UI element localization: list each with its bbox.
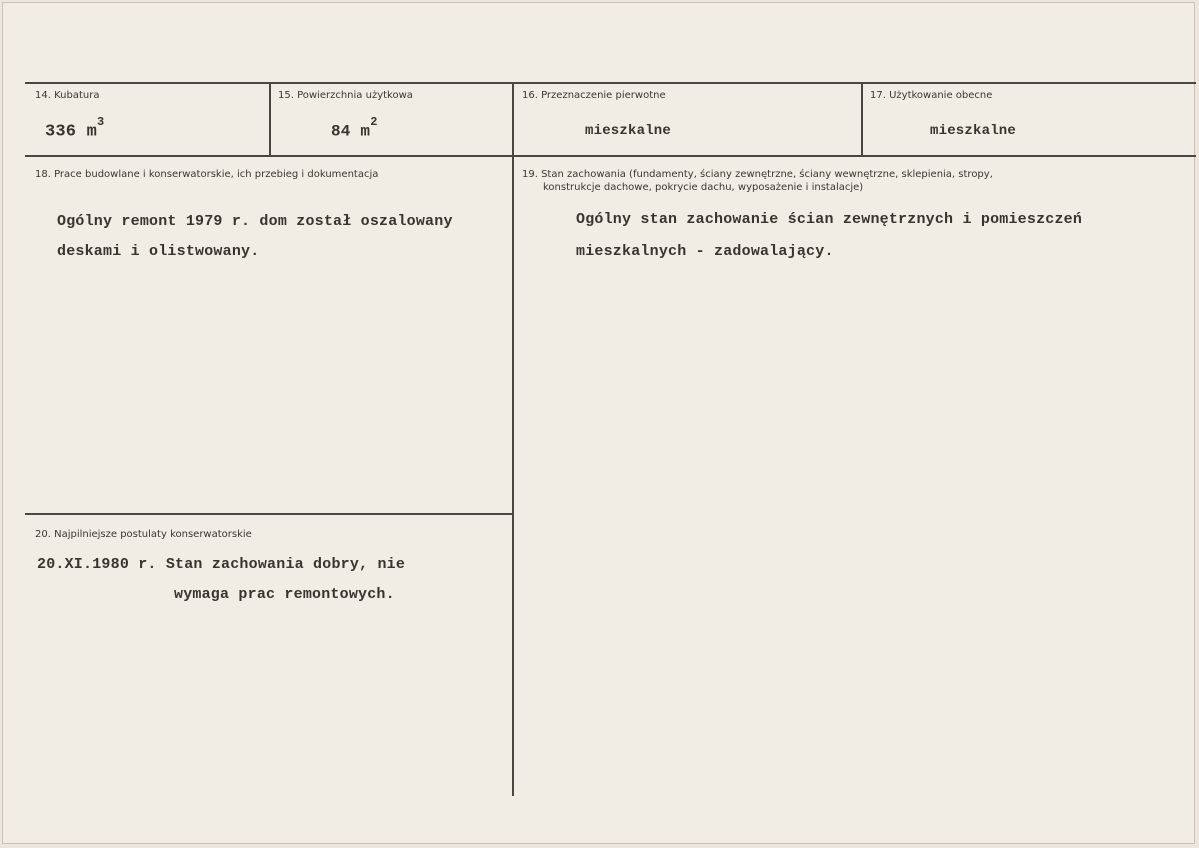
field-20-label: 20. Najpilniejsze postulaty konserwatorskie <box>35 529 252 540</box>
divider-16-17 <box>861 82 863 157</box>
field-15-label: 15. Powierzchnia użytkowa <box>278 90 413 101</box>
field-14-label: 14. Kubatura <box>35 90 100 101</box>
field-14-value-text: 336 m <box>45 122 98 142</box>
field-14-value <box>45 115 105 142</box>
field-14-exponent: 3 <box>97 115 105 129</box>
field-15-value <box>331 115 378 141</box>
field-18-line-2: deskami i olistwowany. <box>57 243 260 260</box>
field-18-line-1: Ogólny remont 1979 r. dom został oszalowany <box>57 213 453 230</box>
section-20-top-border <box>25 513 512 515</box>
field-18-label: 18. Prace budowlane i konserwatorskie, ich przebieg i dokumentacja <box>35 169 379 180</box>
field-20-line-2: wymaga prac remontowych. <box>174 586 395 603</box>
top-row-bottom-border <box>25 155 1196 157</box>
field-15-exponent: 2 <box>370 115 378 129</box>
form-card <box>2 2 1195 844</box>
field-17-label: 17. Użytkowanie obecne <box>870 90 993 101</box>
field-17-value: mieszkalne <box>930 123 1017 139</box>
field-16-label: 16. Przeznaczenie pierwotne <box>522 90 666 101</box>
field-15-value-text: 84 m <box>331 122 371 141</box>
field-20-line-1: 20.XI.1980 r. Stan zachowania dobry, nie <box>37 556 406 573</box>
field-19-label-line-1: 19. Stan zachowania (fundamenty, ściany zewnętrzne, ściany wewnętrzne, sklepienia, stropy, <box>522 169 993 180</box>
divider-main <box>512 82 514 796</box>
field-19-label-line-2: konstrukcje dachowe, pokrycie dachu, wyposażenie i instalacje) <box>543 182 864 193</box>
top-row-top-border <box>25 82 1196 84</box>
field-19-line-1: Ogólny stan zachowanie ścian zewnętrznych i pomieszczeń <box>576 211 1083 228</box>
field-16-value: mieszkalne <box>585 123 672 139</box>
field-19-line-2: mieszkalnych - zadowalający. <box>576 243 834 260</box>
divider-14-15 <box>269 82 271 157</box>
